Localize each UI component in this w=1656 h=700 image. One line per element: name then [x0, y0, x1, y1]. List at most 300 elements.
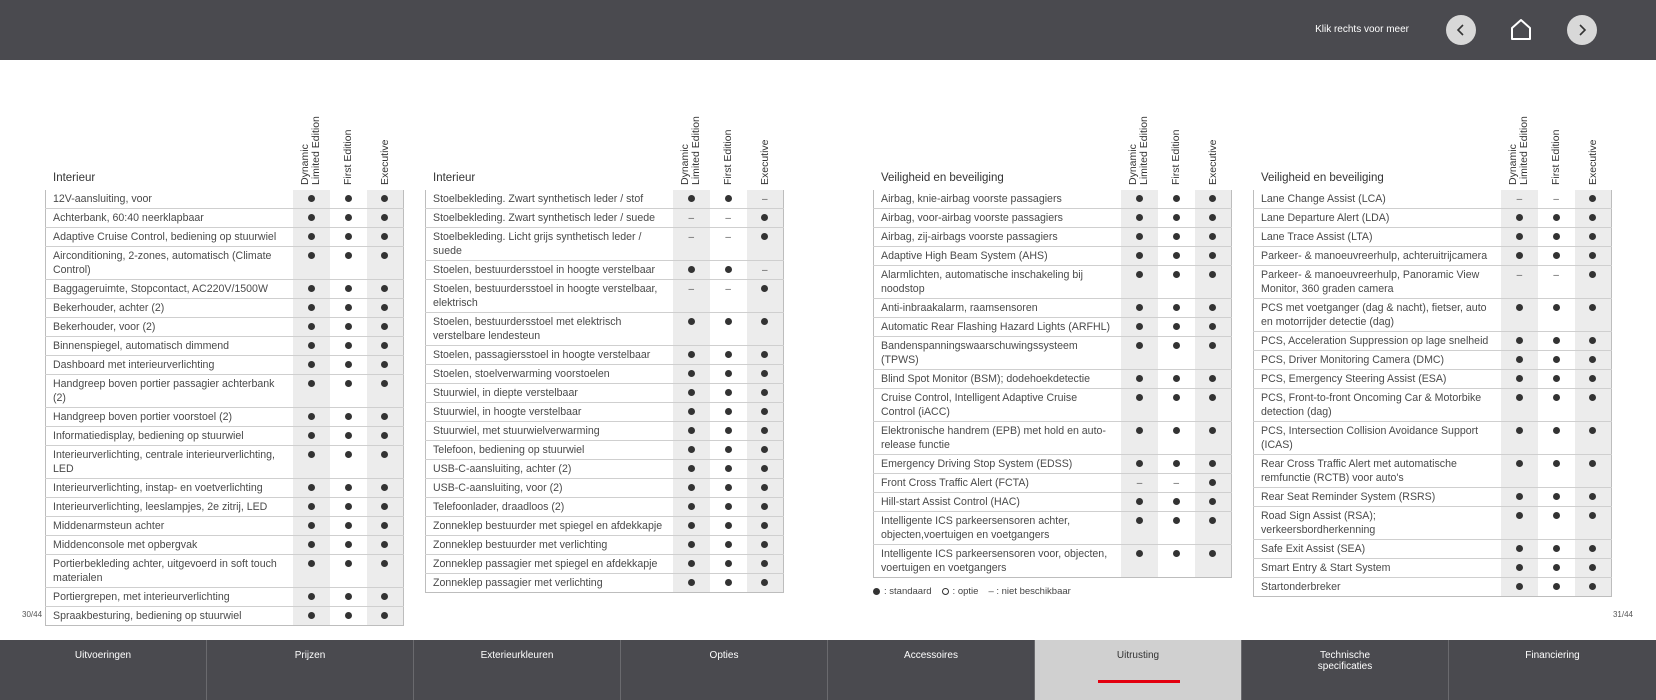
table-row [46, 247, 404, 280]
availability-cell [1538, 247, 1575, 266]
feature-label: Informatiedisplay, bediening op stuurwiel [46, 427, 293, 446]
availability-cell [330, 517, 367, 536]
feature-label: Safe Exit Assist (SEA) [1254, 540, 1501, 559]
availability-cell [293, 588, 330, 607]
bullet-icon [1516, 460, 1523, 467]
feature-label: Dashboard met interieurverlichting [46, 356, 293, 375]
availability-cell [747, 209, 784, 228]
dash-icon: – [762, 194, 768, 205]
feature-label: PCS met voetganger (dag & nacht), fietser, auto en motorrijder detectie (dag) [1254, 299, 1501, 332]
feature-label: Automatic Rear Flashing Hazard Lights (ARFHL) [874, 318, 1122, 337]
bullet-icon [345, 451, 352, 458]
bullet-icon [725, 522, 732, 529]
nav-tab-uitrusting[interactable] [1035, 640, 1242, 700]
table-row [46, 517, 404, 536]
bullet-icon [308, 214, 315, 221]
bullet-icon [1589, 512, 1596, 519]
bullet-icon [1173, 323, 1180, 330]
availability-cell [747, 228, 784, 261]
availability-cell [293, 446, 330, 479]
feature-label: Middenconsole met opbergvak [46, 536, 293, 555]
feature-label: Adaptive High Beam System (AHS) [874, 247, 1122, 266]
availability-cell [1195, 493, 1232, 512]
availability-cell [710, 498, 747, 517]
table-row [1254, 247, 1612, 266]
feature-label: Lane Trace Assist (LTA) [1254, 228, 1501, 247]
feature-label: Zonneklep passagier met verlichting [426, 574, 673, 593]
feature-label: Hill-start Assist Control (HAC) [874, 493, 1122, 512]
dash-icon: – [1516, 194, 1523, 205]
availability-cell [1538, 488, 1575, 507]
availability-cell [1501, 389, 1538, 422]
dash-icon: – [725, 213, 731, 224]
availability-cell [1158, 299, 1195, 318]
availability-cell [1121, 228, 1158, 247]
feature-label: Stoelen, bestuurdersstoel met elektrisch verstelbare lendesteun [426, 313, 673, 346]
availability-cell [367, 337, 404, 356]
availability-cell [710, 422, 747, 441]
nav-tab-label: Accessoires [904, 650, 958, 661]
bullet-icon [381, 323, 388, 330]
availability-cell [293, 479, 330, 498]
bullet-icon [345, 361, 352, 368]
availability-cell [1501, 370, 1538, 389]
feature-label: 12V-aansluiting, voor [46, 190, 293, 209]
bullet-icon [308, 285, 315, 292]
bullet-icon [1516, 545, 1523, 552]
bullet-icon [725, 351, 732, 358]
bullet-icon [308, 342, 315, 349]
table-row [46, 536, 404, 555]
bullet-icon [308, 233, 315, 240]
bullet-icon [345, 195, 352, 202]
availability-cell [1538, 332, 1575, 351]
feature-table-veiligheid-1 [873, 190, 1232, 578]
availability-cell [747, 384, 784, 403]
bullet-icon [688, 541, 695, 548]
bullet-icon [381, 214, 388, 221]
navigation-hint: Klik rechts voor meer [1315, 24, 1409, 35]
column-header: Executive [759, 139, 771, 185]
feature-table-interieur-1 [45, 190, 404, 626]
bullet-icon [1173, 375, 1180, 382]
bullet-icon [1209, 342, 1216, 349]
bullet-icon [381, 560, 388, 567]
bullet-icon [725, 408, 732, 415]
dash-icon: – [762, 265, 768, 276]
availability-cell [1121, 266, 1158, 299]
nav-tab-accessoires[interactable] [828, 640, 1035, 700]
bullet-icon [381, 252, 388, 259]
feature-label: Stuurwiel, in diepte verstelbaar [426, 384, 673, 403]
table-row [426, 460, 784, 479]
availability-cell [367, 356, 404, 375]
bullet-icon [1136, 517, 1143, 524]
availability-cell [1538, 190, 1575, 209]
feature-label: Telefoonlader, draadloos (2) [426, 498, 673, 517]
bullet-icon [1553, 356, 1560, 363]
feature-label: Lane Departure Alert (LDA) [1254, 209, 1501, 228]
availability-cell [710, 228, 747, 261]
bullet-icon [1589, 233, 1596, 240]
nav-tab-financiering[interactable] [1449, 640, 1656, 700]
availability-cell [293, 318, 330, 337]
bullet-icon [688, 351, 695, 358]
bullet-icon [1173, 195, 1180, 202]
feature-label: Startonderbreker [1254, 578, 1501, 597]
availability-cell [1158, 455, 1195, 474]
bullet-icon [345, 541, 352, 548]
availability-cell [367, 555, 404, 588]
bullet-icon [1589, 564, 1596, 571]
bullet-icon [1173, 460, 1180, 467]
table-row [1254, 209, 1612, 228]
availability-cell [710, 280, 747, 313]
availability-cell [367, 190, 404, 209]
bullet-icon [1173, 252, 1180, 259]
table-row [46, 190, 404, 209]
availability-cell [1121, 389, 1158, 422]
bullet-icon [1589, 583, 1596, 590]
nav-tab-prijzen[interactable] [207, 640, 414, 700]
availability-cell [673, 280, 710, 313]
availability-cell [673, 228, 710, 261]
availability-cell [293, 517, 330, 536]
bullet-icon [1209, 550, 1216, 557]
bullet-icon [1136, 375, 1143, 382]
bullet-icon [345, 522, 352, 529]
feature-label: Parkeer- & manoeuvreerhulp, Panoramic View Monitor, 360 graden camera [1254, 266, 1501, 299]
bullet-icon [1173, 427, 1180, 434]
table-row [1254, 190, 1612, 209]
feature-label: PCS, Acceleration Suppression op lage snelheid [1254, 332, 1501, 351]
feature-label: Interieurverlichting, instap- en voetverlichting [46, 479, 293, 498]
bullet-icon [1516, 427, 1523, 434]
table-row [46, 607, 404, 626]
bullet-icon [761, 503, 768, 510]
availability-cell [293, 408, 330, 427]
availability-cell [1575, 389, 1612, 422]
availability-cell [293, 299, 330, 318]
availability-cell [747, 403, 784, 422]
availability-cell [673, 403, 710, 422]
bullet-icon [761, 446, 768, 453]
availability-cell [1501, 351, 1538, 370]
availability-cell [1501, 559, 1538, 578]
availability-cell [330, 299, 367, 318]
bullet-icon [381, 593, 388, 600]
availability-cell [710, 479, 747, 498]
availability-cell [1121, 545, 1158, 578]
bullet-icon [345, 380, 352, 387]
bullet-icon [688, 427, 695, 434]
availability-cell [330, 408, 367, 427]
feature-label: Anti-inbraakalarm, raamsensoren [874, 299, 1122, 318]
availability-cell [367, 427, 404, 446]
bullet-icon [1209, 233, 1216, 240]
table-row [874, 455, 1232, 474]
bullet-icon [725, 318, 732, 325]
bullet-icon [381, 541, 388, 548]
availability-cell [1575, 455, 1612, 488]
availability-cell [710, 384, 747, 403]
bullet-icon [725, 446, 732, 453]
table-row [1254, 266, 1612, 299]
table-row [426, 517, 784, 536]
feature-label: Rear Seat Reminder System (RSRS) [1254, 488, 1501, 507]
feature-label: Alarmlichten, automatische inschakeling bij noodstop [874, 266, 1122, 299]
availability-cell [1501, 228, 1538, 247]
feature-label: PCS, Emergency Steering Assist (ESA) [1254, 370, 1501, 389]
availability-cell [1195, 455, 1232, 474]
availability-cell [1575, 209, 1612, 228]
bullet-icon [381, 413, 388, 420]
table-row [46, 375, 404, 408]
availability-cell [747, 346, 784, 365]
feature-label: Bandenspanningswaarschuwingssysteem (TPWS) [874, 337, 1122, 370]
bullet-icon [1553, 394, 1560, 401]
bullet-icon [1516, 337, 1523, 344]
nav-tab-opties[interactable] [621, 640, 828, 700]
availability-cell [747, 517, 784, 536]
bullet-icon [345, 323, 352, 330]
bullet-icon [381, 380, 388, 387]
column-header: First Edition [722, 129, 734, 185]
availability-cell [710, 346, 747, 365]
dash-icon: – [1553, 194, 1559, 205]
feature-label: Stoelbekleding. Licht grijs synthetisch leder / suede [426, 228, 673, 261]
availability-cell [1575, 507, 1612, 540]
bullet-icon [1136, 427, 1143, 434]
availability-cell [367, 588, 404, 607]
availability-cell [330, 536, 367, 555]
availability-cell [1538, 370, 1575, 389]
table-row [46, 408, 404, 427]
availability-cell [367, 536, 404, 555]
availability-cell [1121, 190, 1158, 209]
table-row [874, 474, 1232, 493]
table-heading-interieur-2: Interieur [433, 172, 476, 184]
table-row [1254, 351, 1612, 370]
availability-cell [747, 574, 784, 593]
bullet-icon [761, 214, 768, 221]
availability-cell [330, 479, 367, 498]
feature-label: Stoelbekleding. Zwart synthetisch leder / stof [426, 190, 673, 209]
bullet-icon [381, 484, 388, 491]
feature-label: Interieurverlichting, centrale interieurverlichting, LED [46, 446, 293, 479]
availability-cell [293, 536, 330, 555]
bullet-icon [1553, 304, 1560, 311]
nav-tab-exterieurkleuren[interactable] [414, 640, 621, 700]
table-row [46, 498, 404, 517]
home-icon[interactable] [1508, 16, 1534, 42]
bullet-icon [1173, 214, 1180, 221]
bullet-icon [1516, 214, 1523, 221]
availability-cell [1121, 318, 1158, 337]
availability-cell [367, 607, 404, 626]
feature-label: Zonneklep passagier met spiegel en afdekkapje [426, 555, 673, 574]
availability-cell [673, 209, 710, 228]
next-page-button[interactable] [1567, 15, 1597, 45]
availability-cell [1158, 370, 1195, 389]
availability-cell [330, 498, 367, 517]
feature-label: USB-C-aansluiting, achter (2) [426, 460, 673, 479]
availability-cell [1158, 247, 1195, 266]
dash-icon: – [1173, 478, 1180, 489]
feature-label: Airbag, zij-airbags voorste passagiers [874, 228, 1122, 247]
availability-cell [293, 228, 330, 247]
table-row [46, 555, 404, 588]
feature-table-interieur-2 [425, 190, 784, 593]
feature-label: Smart Entry & Start System [1254, 559, 1501, 578]
bullet-icon [761, 560, 768, 567]
page-number-right: 31/44 [1612, 610, 1633, 619]
bullet-icon [688, 465, 695, 472]
bullet-icon [1516, 583, 1523, 590]
availability-cell [1158, 190, 1195, 209]
table-row [874, 299, 1232, 318]
bullet-icon [761, 285, 768, 292]
bullet-icon [1209, 394, 1216, 401]
availability-cell [710, 261, 747, 280]
feature-label: Rear Cross Traffic Alert met automatische remfunctie (RCTB) voor auto's [1254, 455, 1501, 488]
feature-label: Stuurwiel, met stuurwielverwarming [426, 422, 673, 441]
availability-cell [1158, 474, 1195, 493]
table-row [46, 588, 404, 607]
bullet-icon [1173, 342, 1180, 349]
availability-cell [1121, 422, 1158, 455]
bullet-icon [1173, 550, 1180, 557]
table-row [46, 356, 404, 375]
bullet-icon [761, 522, 768, 529]
table-row [1254, 578, 1612, 597]
table-heading-veiligheid-1: Veiligheid en beveiliging [881, 172, 1004, 184]
bullet-icon [688, 408, 695, 415]
table-row [46, 318, 404, 337]
bullet-icon [1209, 479, 1216, 486]
availability-cell [1501, 422, 1538, 455]
table-row [874, 370, 1232, 389]
bullet-icon [1553, 512, 1560, 519]
column-header: Dynamic Limited Edition [299, 116, 322, 185]
availability-cell [1575, 422, 1612, 455]
table-row [1254, 455, 1612, 488]
bullet-icon [688, 560, 695, 567]
bullet-icon [688, 522, 695, 529]
bullet-icon [1589, 304, 1596, 311]
bullet-icon [345, 214, 352, 221]
availability-cell [330, 446, 367, 479]
bullet-icon [688, 503, 695, 510]
table-row [1254, 488, 1612, 507]
availability-cell [1121, 299, 1158, 318]
availability-cell [330, 280, 367, 299]
bullet-icon [725, 427, 732, 434]
availability-cell [1501, 190, 1538, 209]
table-row [1254, 370, 1612, 389]
table-row [426, 498, 784, 517]
feature-label: Bekerhouder, voor (2) [46, 318, 293, 337]
availability-cell [747, 365, 784, 384]
availability-cell [1121, 512, 1158, 545]
availability-cell [1158, 266, 1195, 299]
feature-label: Stuurwiel, in hoogte verstelbaar [426, 403, 673, 422]
bullet-icon [345, 285, 352, 292]
dash-icon: – [688, 213, 695, 224]
bullet-icon [761, 233, 768, 240]
availability-cell [330, 607, 367, 626]
bullet-icon [725, 560, 732, 567]
nav-tab-label: Uitvoeringen [74, 650, 132, 661]
availability-cell [1538, 540, 1575, 559]
feature-label: Stoelbekleding. Zwart synthetisch leder / suede [426, 209, 673, 228]
availability-cell [293, 607, 330, 626]
availability-cell [710, 190, 747, 209]
nav-tab-technische-specificaties[interactable] [1242, 640, 1449, 700]
availability-cell [1158, 422, 1195, 455]
availability-cell [1538, 559, 1575, 578]
bullet-icon [1136, 342, 1143, 349]
feature-label: Parkeer- & manoeuvreerhulp, achteruitrijcamera [1254, 247, 1501, 266]
availability-cell [747, 555, 784, 574]
table-heading-veiligheid-2: Veiligheid en beveiliging [1261, 172, 1384, 184]
availability-cell [1195, 389, 1232, 422]
bullet-icon [688, 266, 695, 273]
bullet-icon [1209, 304, 1216, 311]
bullet-icon [381, 612, 388, 619]
table-row [874, 190, 1232, 209]
availability-cell [367, 498, 404, 517]
availability-cell [1195, 247, 1232, 266]
bullet-icon [688, 195, 695, 202]
bullet-icon [761, 351, 768, 358]
bullet-icon [345, 593, 352, 600]
nav-tab-label: Exterieurkleuren [480, 650, 554, 661]
bullet-icon [308, 612, 315, 619]
availability-cell [1195, 266, 1232, 299]
column-header: Dynamic Limited Edition [1127, 116, 1150, 185]
feature-label: Stoelen, bestuurdersstoel in hoogte verstelbaar, elektrisch [426, 280, 673, 313]
bullet-icon [1553, 583, 1560, 590]
availability-cell [710, 441, 747, 460]
table-row [426, 280, 784, 313]
table-row [1254, 422, 1612, 455]
availability-cell [330, 318, 367, 337]
bullet-icon [345, 432, 352, 439]
bullet-icon [308, 413, 315, 420]
table-row [426, 574, 784, 593]
bullet-icon [381, 285, 388, 292]
availability-cell [1195, 337, 1232, 370]
bullet-icon [761, 408, 768, 415]
table-row [1254, 389, 1612, 422]
availability-cell [330, 228, 367, 247]
column-header: First Edition [1170, 129, 1182, 185]
availability-cell [1575, 540, 1612, 559]
bullet-icon [345, 252, 352, 259]
previous-page-button[interactable] [1446, 15, 1476, 45]
dash-icon: – [1136, 478, 1143, 489]
feature-label: Binnenspiegel, automatisch dimmend [46, 337, 293, 356]
nav-tab-uitvoeringen[interactable] [0, 640, 207, 700]
availability-cell [1158, 389, 1195, 422]
feature-label: Blind Spot Monitor (BSM); dodehoekdetectie [874, 370, 1122, 389]
availability-cell [330, 356, 367, 375]
table-row [1254, 507, 1612, 540]
availability-cell [1501, 455, 1538, 488]
availability-cell [1158, 493, 1195, 512]
column-header: First Edition [1550, 129, 1562, 185]
